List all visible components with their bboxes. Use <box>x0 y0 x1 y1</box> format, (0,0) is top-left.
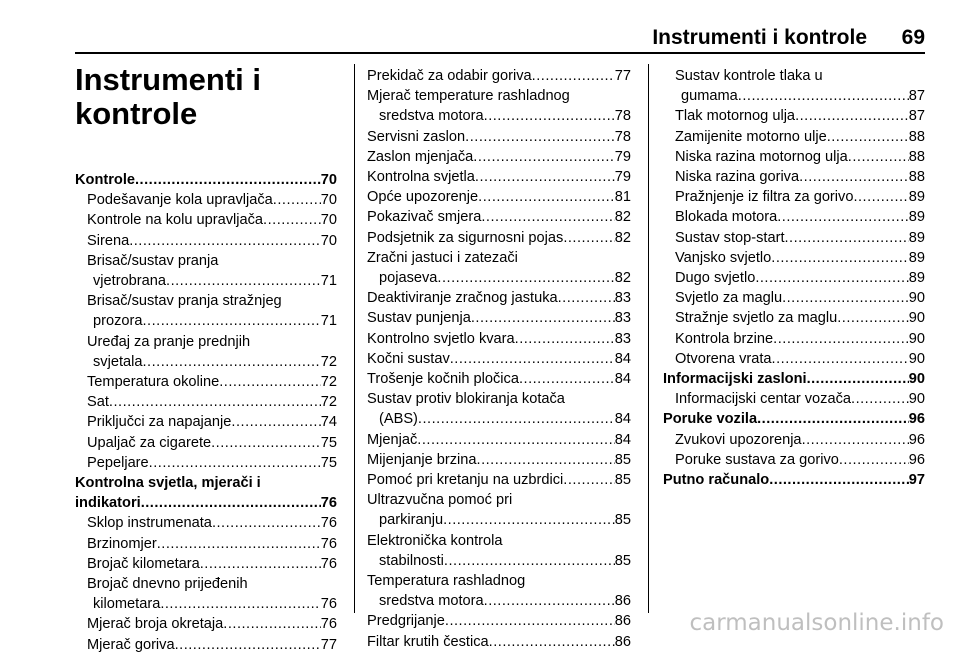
toc-page: 90 <box>908 371 925 388</box>
toc-page: 83 <box>614 330 631 347</box>
toc-label: sredstva motora <box>379 593 484 610</box>
toc-entry-line: Mjerač temperature rashladnog <box>367 88 570 105</box>
toc-label: Tlak motornog ulja <box>675 108 796 125</box>
toc-page: 97 <box>908 472 925 489</box>
toc-entry-line: Brisač/sustav pranja <box>87 252 219 269</box>
toc-entry[interactable] <box>367 510 631 530</box>
toc-leader <box>477 450 615 470</box>
toc-label: kilometara <box>93 596 161 613</box>
toc-label: Poruke sustava za gorivo <box>675 451 839 468</box>
toc-leader <box>445 611 615 631</box>
toc-leader <box>777 207 909 227</box>
toc-page: 96 <box>908 451 925 468</box>
toc-column-1 <box>75 170 337 655</box>
toc-label: (ABS) <box>379 411 418 428</box>
toc-label: Sustav punjenja <box>367 310 471 327</box>
toc-page: 75 <box>320 454 337 471</box>
toc-leader <box>851 389 909 409</box>
toc-entry[interactable] <box>663 147 925 167</box>
toc-label: Otvorena vrata <box>675 350 772 367</box>
toc-label: Zamijenite motorno ulje <box>675 128 827 145</box>
toc-leader <box>141 493 321 513</box>
toc-leader <box>772 349 909 369</box>
toc-leader <box>444 551 615 571</box>
toc-label: Zvukovi upozorenja <box>675 431 802 448</box>
toc-page: 70 <box>320 232 337 249</box>
toc-entry[interactable] <box>367 127 631 147</box>
toc-leader <box>738 86 909 106</box>
toc-entry[interactable] <box>75 513 337 533</box>
toc-section-kontrole[interactable] <box>75 170 337 190</box>
toc-leader <box>231 412 320 432</box>
toc-label: svjetala <box>93 353 143 370</box>
toc-entry[interactable] <box>367 470 631 490</box>
toc-page: 90 <box>908 290 925 307</box>
toc-leader <box>769 470 909 490</box>
toc-page: 70 <box>320 192 337 209</box>
toc-label: Predgrijanje <box>367 613 445 630</box>
toc-leader <box>515 329 615 349</box>
toc-entry[interactable] <box>367 329 631 349</box>
column-divider-2 <box>648 64 649 613</box>
toc-entry-line: Elektronička kontrola <box>367 532 503 549</box>
toc-page: 87 <box>908 108 925 125</box>
toc-page: 77 <box>614 68 631 84</box>
toc-page: 86 <box>614 613 631 630</box>
toc-entry-line: Brisač/sustav pranja stražnjeg <box>87 293 282 310</box>
toc-page: 75 <box>320 434 337 451</box>
toc-leader <box>450 349 615 369</box>
toc-label: Podsjetnik za sigurnosni pojas <box>367 229 564 246</box>
toc-label: Prekidač za odabir goriva <box>367 68 532 84</box>
toc-leader <box>157 534 321 554</box>
toc-page: 90 <box>908 310 925 327</box>
toc-entry[interactable] <box>663 248 925 268</box>
toc-label: Sklop instrumenata <box>87 515 212 532</box>
toc-label: pojaseva <box>379 270 438 287</box>
toc-page: 89 <box>908 249 925 266</box>
toc-label: Informacijski centar vozača <box>675 391 852 408</box>
toc-entry[interactable] <box>367 106 631 126</box>
toc-leader <box>558 288 615 308</box>
toc-page: 76 <box>320 616 337 633</box>
toc-leader <box>437 268 614 288</box>
toc-page: 88 <box>908 128 925 145</box>
toc-label: Niska razina motornog ulja <box>675 148 848 165</box>
toc-entry[interactable] <box>75 231 337 251</box>
header-title: Instrumenti i kontrole <box>652 26 867 49</box>
toc-page: 71 <box>320 313 337 330</box>
toc-entry[interactable] <box>75 614 337 634</box>
toc-label: Pražnjenje iz filtra za gorivo <box>675 189 854 206</box>
toc-label: Informacijski zasloni <box>663 371 807 388</box>
toc-leader <box>481 207 614 227</box>
toc-leader <box>475 167 615 187</box>
toc-leader <box>418 409 615 429</box>
toc-leader <box>142 352 320 372</box>
toc-section-indikatori[interactable] <box>75 493 337 513</box>
toc-leader <box>519 369 615 389</box>
toc-label: Niska razina goriva <box>675 169 800 186</box>
toc-entry-line: Uređaj za pranje prednjih <box>87 333 251 350</box>
toc-label: Kontrole <box>75 172 135 188</box>
toc-entry[interactable] <box>663 187 925 207</box>
page-number: 69 <box>901 26 925 49</box>
toc-label: Mjenjač <box>367 431 418 448</box>
toc-page: 82 <box>614 229 631 246</box>
toc-page: 70 <box>320 212 337 229</box>
toc-page: 76 <box>320 555 337 572</box>
toc-entry[interactable] <box>663 268 925 288</box>
toc-label: Mijenjanje brzina <box>367 451 477 468</box>
toc-leader <box>848 147 909 167</box>
toc-leader <box>273 190 321 210</box>
toc-label: Putno računalo <box>663 472 770 489</box>
chapter-title <box>75 63 261 131</box>
toc-entry[interactable] <box>367 167 631 187</box>
toc-leader <box>263 210 321 230</box>
toc-label: Trošenje kočnih pločica <box>367 371 519 388</box>
toc-section-informacijski-zasloni[interactable] <box>663 369 925 389</box>
toc-label: Kontrola brzine <box>675 330 774 347</box>
toc-label: Sat <box>87 394 109 411</box>
toc-entry[interactable] <box>75 190 337 210</box>
toc-leader <box>109 392 321 412</box>
toc-page: 84 <box>614 411 631 428</box>
toc-leader <box>417 430 614 450</box>
toc-label: prozora <box>93 313 143 330</box>
toc-label: stabilnosti <box>379 552 444 569</box>
toc-leader <box>443 510 615 530</box>
toc-page: 76 <box>320 535 337 552</box>
toc-page: 83 <box>614 310 631 327</box>
toc-entry[interactable] <box>367 591 631 611</box>
toc-entry[interactable] <box>663 450 925 470</box>
toc-entry[interactable] <box>663 349 925 369</box>
toc-page: 87 <box>908 88 925 105</box>
toc-leader <box>135 170 321 190</box>
toc-entry[interactable] <box>367 611 631 631</box>
toc-entry-line: Sustav kontrole tlaka u <box>675 68 823 84</box>
toc-entry[interactable] <box>663 86 925 106</box>
toc-leader <box>755 268 908 288</box>
toc-leader <box>802 430 909 450</box>
toc-entry[interactable] <box>663 106 925 126</box>
toc-column-3 <box>663 66 925 490</box>
toc-page: 96 <box>908 411 925 428</box>
toc-label: Zaslon mjenjača <box>367 148 474 165</box>
toc-label: Blokada motora <box>675 209 778 226</box>
toc-label: Poruke vozila <box>663 411 758 428</box>
toc-page: 76 <box>320 596 337 613</box>
toc-leader <box>212 513 321 533</box>
toc-label: Opće upozorenje <box>367 189 479 206</box>
toc-leader <box>807 369 909 389</box>
toc-entry[interactable] <box>367 349 631 369</box>
toc-page: 72 <box>320 374 337 391</box>
toc-entry-line: Zračni jastuci i zatezači <box>367 249 518 266</box>
toc-page: 82 <box>614 209 631 226</box>
toc-leader <box>223 614 320 634</box>
toc-page: 82 <box>614 270 631 287</box>
toc-page: 72 <box>320 353 337 370</box>
toc-leader <box>771 248 909 268</box>
toc-entry[interactable] <box>75 594 337 614</box>
toc-entry[interactable] <box>75 412 337 432</box>
toc-leader <box>219 372 321 392</box>
toc-label: Mjerač broja okretaja <box>87 616 224 633</box>
toc-entry[interactable] <box>75 554 337 574</box>
toc-leader <box>478 187 615 207</box>
toc-page: 88 <box>908 169 925 186</box>
toc-page: 85 <box>614 451 631 468</box>
toc-entry[interactable] <box>367 228 631 248</box>
toc-page: 90 <box>908 391 925 408</box>
toc-leader <box>853 187 908 207</box>
toc-section-putno-racunalo[interactable] <box>663 470 925 490</box>
toc-entry[interactable] <box>663 308 925 328</box>
toc-label: Mjerač goriva <box>87 636 175 653</box>
toc-entry-line: Brojač dnevno prijeđenih <box>87 576 248 593</box>
running-header <box>75 26 925 52</box>
toc-label: Pepeljare <box>87 454 149 471</box>
toc-page: 71 <box>320 273 337 290</box>
toc-leader <box>166 271 321 291</box>
toc-entry[interactable] <box>663 167 925 187</box>
toc-leader <box>785 228 909 248</box>
toc-leader <box>799 167 909 187</box>
toc-page: 81 <box>614 189 631 206</box>
toc-label: Pomoć pri kretanju na uzbrdici <box>367 472 564 489</box>
toc-page: 85 <box>614 552 631 569</box>
toc-page: 96 <box>908 431 925 448</box>
toc-entry[interactable] <box>75 210 337 230</box>
toc-entry[interactable] <box>367 268 631 288</box>
toc-leader <box>160 594 320 614</box>
toc-page: 85 <box>614 512 631 529</box>
toc-entry-line: Sustav protiv blokiranja kotača <box>367 391 565 408</box>
toc-leader <box>827 127 909 147</box>
toc-leader <box>839 450 909 470</box>
toc-label: Pokazivač smjera <box>367 209 482 226</box>
toc-entry[interactable] <box>367 450 631 470</box>
toc-page: 89 <box>908 209 925 226</box>
toc-label: gumama <box>681 88 738 105</box>
toc-entry[interactable] <box>75 311 337 331</box>
toc-leader <box>484 106 615 126</box>
toc-label: Kontrolna svjetla <box>367 169 475 186</box>
toc-leader <box>142 311 320 331</box>
toc-leader <box>175 635 321 655</box>
toc-entry[interactable] <box>75 433 337 453</box>
toc-entry[interactable] <box>75 372 337 392</box>
toc-label: Filtar krutih čestica <box>367 633 489 650</box>
toc-entry[interactable] <box>75 453 337 473</box>
toc-page: 84 <box>614 371 631 388</box>
toc-page: 83 <box>614 290 631 307</box>
toc-page: 77 <box>320 636 337 653</box>
toc-entry[interactable] <box>663 389 925 409</box>
toc-page: 90 <box>908 330 925 347</box>
toc-label: Kontrole na kolu upravljača <box>87 212 264 229</box>
toc-label: Priključci za napajanje <box>87 414 232 431</box>
toc-label: Upaljač za cigarete <box>87 434 212 451</box>
toc-entry-line: Ultrazvučna pomoć pri <box>367 492 513 509</box>
toc-entry[interactable] <box>367 369 631 389</box>
toc-leader <box>471 308 615 328</box>
toc-leader <box>773 329 909 349</box>
toc-leader <box>837 308 909 328</box>
watermark: carmanualsonline.info <box>689 610 944 636</box>
chapter-title-line-2: kontrole <box>75 96 198 131</box>
toc-leader <box>465 127 615 147</box>
toc-section-poruke-vozila[interactable] <box>663 409 925 429</box>
toc-leader <box>563 228 614 248</box>
toc-label: Deaktiviranje zračnog jastuka <box>367 290 558 307</box>
toc-page: 89 <box>908 189 925 206</box>
toc-entry[interactable] <box>663 207 925 227</box>
toc-label: Kontrolno svjetlo kvara <box>367 330 515 347</box>
chapter-title-line-1: Instrumenti i <box>75 62 262 97</box>
toc-label: Servisni zaslon <box>367 128 466 145</box>
toc-label: Podešavanje kola upravljača <box>87 192 273 209</box>
toc-leader <box>200 554 321 574</box>
toc-page: 86 <box>614 633 631 650</box>
toc-entry[interactable] <box>663 430 925 450</box>
toc-leader <box>532 66 615 86</box>
toc-label: parkiranju <box>379 512 444 529</box>
toc-entry[interactable] <box>367 288 631 308</box>
toc-entry[interactable] <box>663 288 925 308</box>
toc-page: 76 <box>320 515 337 532</box>
toc-leader <box>211 433 321 453</box>
toc-page: 90 <box>908 350 925 367</box>
toc-leader <box>563 470 614 490</box>
toc-label: Svjetlo za maglu <box>675 290 783 307</box>
toc-label: Kočni sustav <box>367 350 450 367</box>
toc-label: Sustav stop-start <box>675 229 785 246</box>
toc-entry[interactable] <box>367 308 631 328</box>
toc-page: 84 <box>614 431 631 448</box>
toc-label: Brojač kilometara <box>87 555 200 572</box>
toc-page: 88 <box>908 148 925 165</box>
toc-page: 78 <box>614 128 631 145</box>
toc-entry[interactable] <box>663 228 925 248</box>
toc-entry[interactable] <box>663 329 925 349</box>
toc-page: 72 <box>320 394 337 411</box>
column-divider-1 <box>354 64 355 613</box>
toc-entry[interactable] <box>75 534 337 554</box>
toc-column-2 <box>367 66 631 652</box>
toc-leader <box>473 147 615 167</box>
toc-leader <box>129 231 321 251</box>
toc-entry[interactable] <box>367 147 631 167</box>
toc-entry[interactable] <box>367 207 631 227</box>
toc-label: Temperatura okoline <box>87 374 220 391</box>
toc-entry-line: Temperatura rashladnog <box>367 573 526 590</box>
toc-entry[interactable] <box>367 187 631 207</box>
toc-label: indikatori <box>75 495 141 512</box>
toc-page: 76 <box>320 495 337 512</box>
toc-page: 85 <box>614 472 631 489</box>
toc-leader <box>149 453 321 473</box>
toc-leader <box>795 106 909 126</box>
toc-page: 74 <box>320 414 337 431</box>
toc-entry[interactable] <box>75 271 337 291</box>
toc-entry[interactable] <box>75 392 337 412</box>
toc-section-line: Kontrolna svjetla, mjerači i <box>75 475 261 492</box>
toc-entry[interactable] <box>75 352 337 372</box>
toc-leader <box>484 591 615 611</box>
toc-label: Stražnje svjetlo za maglu <box>675 310 838 327</box>
toc-page: 70 <box>320 172 337 188</box>
toc-page: 84 <box>614 350 631 367</box>
toc-label: Brzinomjer <box>87 535 157 552</box>
toc-page: 78 <box>614 108 631 125</box>
toc-entry[interactable] <box>367 551 631 571</box>
toc-page: 89 <box>908 229 925 246</box>
toc-leader <box>757 409 909 429</box>
toc-entry[interactable] <box>367 430 631 450</box>
toc-page: 89 <box>908 270 925 287</box>
toc-label: sredstva motora <box>379 108 484 125</box>
toc-page: 79 <box>614 148 631 165</box>
header-rule <box>75 52 925 54</box>
toc-entry[interactable] <box>663 127 925 147</box>
toc-page: 86 <box>614 593 631 610</box>
toc-entry[interactable] <box>75 635 337 655</box>
toc-label: Sirena <box>87 232 130 249</box>
toc-entry[interactable] <box>367 409 631 429</box>
toc-label: Dugo svjetlo <box>675 270 756 287</box>
toc-leader <box>782 288 909 308</box>
toc-label: vjetrobrana <box>93 273 167 290</box>
toc-page: 79 <box>614 169 631 186</box>
toc-label: Vanjsko svjetlo <box>675 249 772 266</box>
toc-entry[interactable] <box>367 66 631 86</box>
